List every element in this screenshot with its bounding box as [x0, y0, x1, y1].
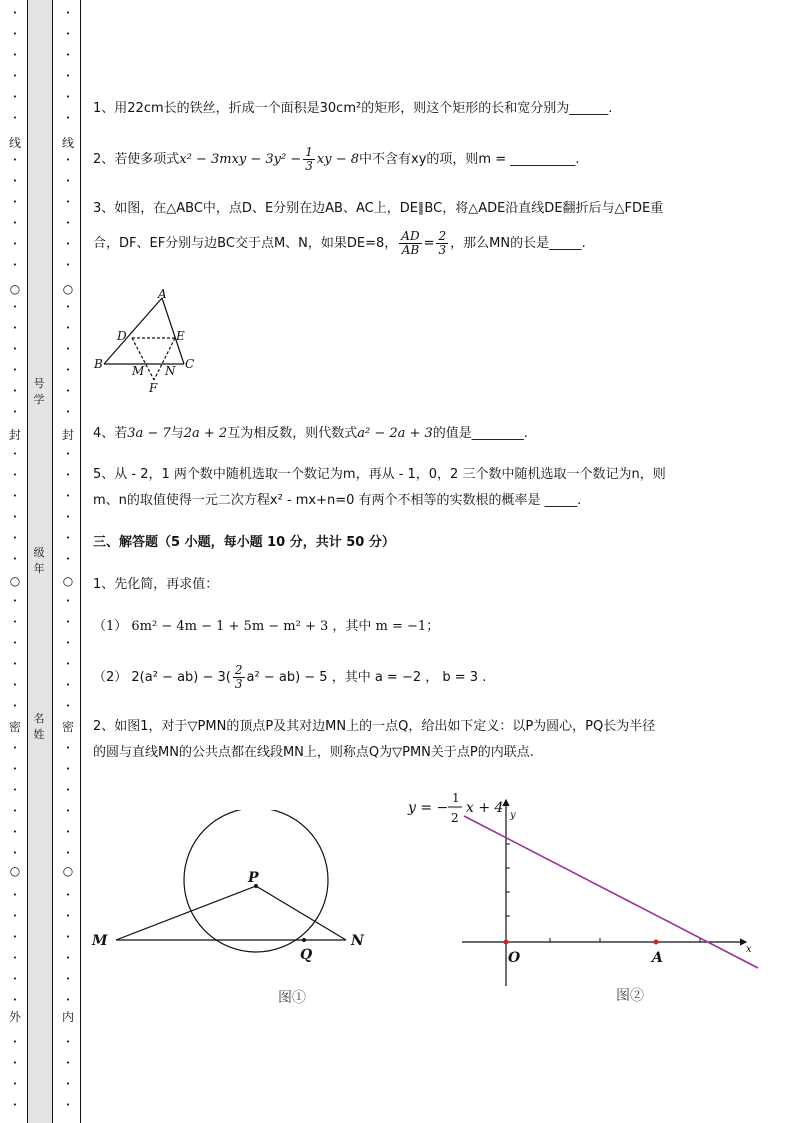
- frac-numerator: 2: [438, 229, 447, 243]
- question-2: [93, 146, 753, 173]
- binding-dot: •: [12, 1080, 18, 1088]
- figure-2-caption: 图②: [616, 988, 644, 1004]
- binding-marker: 密: [8, 720, 21, 734]
- binding-dot: •: [12, 744, 18, 752]
- solve-question-1: [93, 574, 753, 596]
- binding-dot: •: [65, 555, 71, 563]
- binding-dot: •: [65, 261, 71, 269]
- binding-dot: •: [65, 30, 71, 38]
- frac-denominator: 3: [305, 159, 313, 173]
- equation-lhs: y = −: [408, 800, 449, 816]
- binding-dot: •: [65, 849, 71, 857]
- binding-dot: •: [65, 807, 71, 815]
- binding-dot: •: [12, 555, 18, 563]
- equation-frac-denominator: 2: [451, 811, 459, 825]
- point-o: [504, 940, 509, 945]
- binding-dot: •: [12, 933, 18, 941]
- label-y: y: [510, 810, 516, 821]
- field-number-label: 号学: [33, 377, 45, 406]
- solve-question-1-part-1-text: （1） 6m² − 4m − 1 + 5m − m² + 3 ，其中 m = −1；: [93, 619, 440, 634]
- binding-dot: •: [12, 366, 18, 374]
- frac-denominator: AB: [401, 243, 420, 257]
- binding-dot: •: [65, 618, 71, 626]
- binding-dot: •: [12, 471, 18, 479]
- binding-dot: •: [65, 408, 71, 416]
- outer-dotted-column: [5, 0, 25, 1123]
- binding-dot: •: [12, 891, 18, 899]
- question-4-text-a: 4、若: [93, 426, 128, 441]
- binding-dot: •: [12, 30, 18, 38]
- binding-marker: ○: [62, 864, 74, 878]
- binding-dot: •: [65, 345, 71, 353]
- binding-dot: •: [65, 450, 71, 458]
- question-4-expr-3: a² − 2a + 3: [357, 426, 433, 441]
- binding-dot: •: [65, 303, 71, 311]
- binding-dot: •: [65, 702, 71, 710]
- binding-dot: •: [12, 849, 18, 857]
- label-q: Q: [300, 947, 313, 963]
- point-q: [302, 938, 306, 942]
- label-o: O: [508, 950, 521, 966]
- side-ab: [104, 298, 162, 364]
- label-e: E: [176, 329, 185, 343]
- label-c: C: [185, 357, 195, 371]
- binding-dot: •: [65, 744, 71, 752]
- binding-dot: •: [12, 261, 18, 269]
- binding-dot: •: [65, 996, 71, 1004]
- binding-dot: •: [65, 219, 71, 227]
- question-4: [93, 423, 753, 445]
- solve-question-1-part-1: [93, 616, 753, 638]
- frac-numerator: 1: [305, 145, 313, 159]
- field-grade-label: 级年: [33, 546, 45, 575]
- inner-dotted-column: [58, 0, 78, 1123]
- binding-dot: •: [12, 450, 18, 458]
- binding-marker: 线: [8, 136, 21, 150]
- binding-dot: •: [12, 492, 18, 500]
- binding-dot: •: [65, 828, 71, 836]
- solve-question-1-part-2: [93, 664, 753, 691]
- binding-marker: 外: [8, 1010, 21, 1024]
- label-n: N: [351, 933, 364, 949]
- binding-dot: •: [12, 114, 18, 122]
- question-2-fraction: [303, 146, 315, 173]
- binding-dot: •: [12, 51, 18, 59]
- binding-marker: 密: [61, 720, 74, 734]
- question-1: [93, 98, 753, 120]
- question-3-fraction-2-3: [436, 230, 448, 257]
- binding-dot: •: [65, 93, 71, 101]
- label-x: x: [746, 944, 752, 955]
- binding-dot: •: [65, 51, 71, 59]
- binding-dot: •: [65, 513, 71, 521]
- binding-dot: •: [12, 807, 18, 815]
- binding-dot: •: [65, 324, 71, 332]
- binding-dot: •: [65, 1080, 71, 1088]
- binding-marker: 封: [8, 428, 21, 442]
- label-d: D: [117, 329, 127, 343]
- binding-dot: •: [12, 387, 18, 395]
- binding-dot: •: [12, 513, 18, 521]
- binding-marker: ○: [62, 282, 74, 296]
- binding-dot: •: [65, 9, 71, 17]
- label-m: M: [132, 364, 145, 378]
- binding-dot: •: [12, 177, 18, 185]
- question-4-text-d: 的值是________.: [432, 426, 528, 441]
- figure-1: [88, 810, 378, 1010]
- binding-dot: •: [65, 933, 71, 941]
- solve-question-2-line-2: [93, 742, 753, 764]
- binding-dot: •: [65, 954, 71, 962]
- binding-marker: 封: [61, 428, 74, 442]
- question-4-text-c: 互为相反数，则代数式: [227, 426, 358, 441]
- binding-dot: •: [65, 912, 71, 920]
- solve-question-2-text-1: 2、如图1，对于▽PMN的顶点P及其对边MN上的一点Q，给出如下定义：以P为圆心，PQ长为半径: [93, 719, 656, 734]
- section-3-title: 三、解答题（5 小题，每小题 10 分，共计 50 分）: [93, 535, 395, 550]
- binding-dot: •: [65, 597, 71, 605]
- binding-dot: •: [65, 366, 71, 374]
- binding-margin: [0, 0, 84, 1123]
- binding-dot: •: [65, 681, 71, 689]
- binding-dot: •: [65, 1038, 71, 1046]
- binding-dot: •: [12, 198, 18, 206]
- question-4-expr-2: 2a + 2: [183, 426, 228, 441]
- binding-dot: •: [65, 660, 71, 668]
- field-name-label: 名姓: [33, 712, 45, 741]
- label-m: M: [92, 933, 108, 949]
- binding-dot: •: [65, 1101, 71, 1109]
- question-1-text: 1、用22cm长的铁丝，折成一个面积是30cm²的矩形，则这个矩形的长和宽分别为______.: [93, 101, 613, 116]
- question-2-expr-a: x² − 3mxy − 3y² −: [179, 152, 302, 167]
- binding-dot: •: [65, 387, 71, 395]
- question-4-expr-1: 3a − 7: [127, 426, 171, 441]
- solve-question-2-line-1: [93, 716, 753, 738]
- binding-dot: •: [12, 324, 18, 332]
- solve-question-1-part-2-fraction: [233, 664, 245, 691]
- section-3-heading: [93, 532, 753, 554]
- solve-question-1-part-2-text-a: （2） 2(a² − ab) − 3(: [93, 670, 231, 685]
- binding-dot: •: [12, 639, 18, 647]
- binding-dot: •: [12, 1038, 18, 1046]
- question-3-text-1: 3、如图，在△ABC中，点D、E分别在边AB、AC上，DE∥BC，将△ADE沿直线DE翻折后与△FDE重: [93, 201, 664, 216]
- binding-dot: •: [12, 72, 18, 80]
- figure-1-caption: 图①: [278, 990, 306, 1006]
- binding-dot: •: [12, 702, 18, 710]
- binding-dot: •: [65, 534, 71, 542]
- figure-2: [400, 786, 760, 1011]
- binding-dot: •: [65, 198, 71, 206]
- binding-dot: •: [12, 93, 18, 101]
- label-b: B: [94, 357, 103, 371]
- question-5-text-2: m、n的取值使得一元二次方程x² - mx+n=0 有两个不相等的实数根的概率是 _____.: [93, 493, 582, 508]
- question-4-text-b: 与: [170, 426, 184, 441]
- question-5-line-1: [93, 464, 753, 486]
- solve-question-2-text-2: 的圆与直线MN的公共点都在线段MN上，则称点Q为▽PMN关于点P的内联点.: [93, 745, 534, 760]
- label-n: N: [165, 364, 176, 378]
- binding-dot: •: [12, 1101, 18, 1109]
- binding-dot: •: [65, 975, 71, 983]
- question-3-text-2b: ，那么MN的长是_____.: [450, 236, 586, 251]
- binding-dot: •: [12, 303, 18, 311]
- equation-frac-numerator: 1: [452, 791, 460, 805]
- solve-question-1-part-2-text-b: a² − ab) − 5 ，其中 a = −2 ， b = 3 .: [246, 670, 487, 685]
- binding-dot: •: [65, 156, 71, 164]
- binding-dot: •: [65, 639, 71, 647]
- binding-dot: •: [12, 408, 18, 416]
- binding-marker: ○: [9, 864, 21, 878]
- binding-dot: •: [12, 996, 18, 1004]
- binding-marker: 线: [61, 136, 74, 150]
- label-p: P: [248, 870, 259, 886]
- binding-dot: •: [65, 72, 71, 80]
- binding-dot: •: [12, 219, 18, 227]
- binding-dot: •: [12, 597, 18, 605]
- label-a: A: [652, 950, 663, 966]
- label-f: F: [149, 381, 158, 395]
- binding-dot: •: [65, 240, 71, 248]
- question-3-line-2: [93, 230, 753, 257]
- equation-rhs: x + 4: [466, 800, 504, 816]
- triangle-figure: [92, 288, 204, 396]
- binding-dot: •: [12, 660, 18, 668]
- binding-dot: •: [65, 891, 71, 899]
- binding-dot: •: [65, 765, 71, 773]
- label-a: A: [158, 288, 167, 301]
- binding-dot: •: [12, 534, 18, 542]
- binding-dot: •: [12, 9, 18, 17]
- equals-sign: =: [423, 236, 435, 251]
- binding-dot: •: [65, 786, 71, 794]
- binding-dot: •: [65, 492, 71, 500]
- question-3-fraction-ad-ab: [399, 230, 421, 257]
- question-2-expr-b: xy − 8: [316, 152, 360, 167]
- binding-dot: •: [12, 1059, 18, 1067]
- binding-marker: ○: [9, 282, 21, 296]
- question-3-line-1: [93, 198, 753, 220]
- binding-dot: •: [12, 765, 18, 773]
- binding-marker: ○: [62, 574, 74, 588]
- binding-dot: •: [12, 156, 18, 164]
- binding-dot: •: [12, 912, 18, 920]
- solve-question-1-text: 1、先化简，再求值：: [93, 577, 219, 592]
- binding-dot: •: [65, 114, 71, 122]
- question-2-suffix: 中不含有xy的项，则m = __________.: [359, 152, 580, 167]
- frac-numerator: 2: [234, 663, 243, 677]
- frac-denominator: 3: [438, 243, 447, 257]
- binding-marker: ○: [9, 574, 21, 588]
- question-2-prefix: 2、若使多项式: [93, 152, 180, 167]
- binding-dot: •: [12, 345, 18, 353]
- binding-dot: •: [12, 954, 18, 962]
- binding-dot: •: [12, 240, 18, 248]
- question-5-text-1: 5、从 - 2，1 两个数中随机选取一个数记为m，再从 - 1，0，2 三个数中随机选取一个数记为n，则: [93, 467, 666, 482]
- binding-dot: •: [12, 786, 18, 794]
- binding-dot: •: [65, 1059, 71, 1067]
- frac-denominator: 3: [234, 677, 243, 691]
- binding-marker: 内: [61, 1010, 74, 1024]
- binding-dot: •: [12, 618, 18, 626]
- frac-numerator: AD: [401, 229, 420, 243]
- question-5-line-2: [93, 490, 753, 512]
- binding-dot: •: [65, 471, 71, 479]
- segment-pn: [256, 886, 346, 940]
- binding-dot: •: [12, 828, 18, 836]
- binding-dot: •: [65, 177, 71, 185]
- binding-dot: •: [12, 975, 18, 983]
- binding-dot: •: [12, 681, 18, 689]
- point-a: [654, 940, 659, 945]
- question-3-text-2a: 合，DF、EF分别与边BC交于点M、N，如果DE=8，: [93, 236, 398, 251]
